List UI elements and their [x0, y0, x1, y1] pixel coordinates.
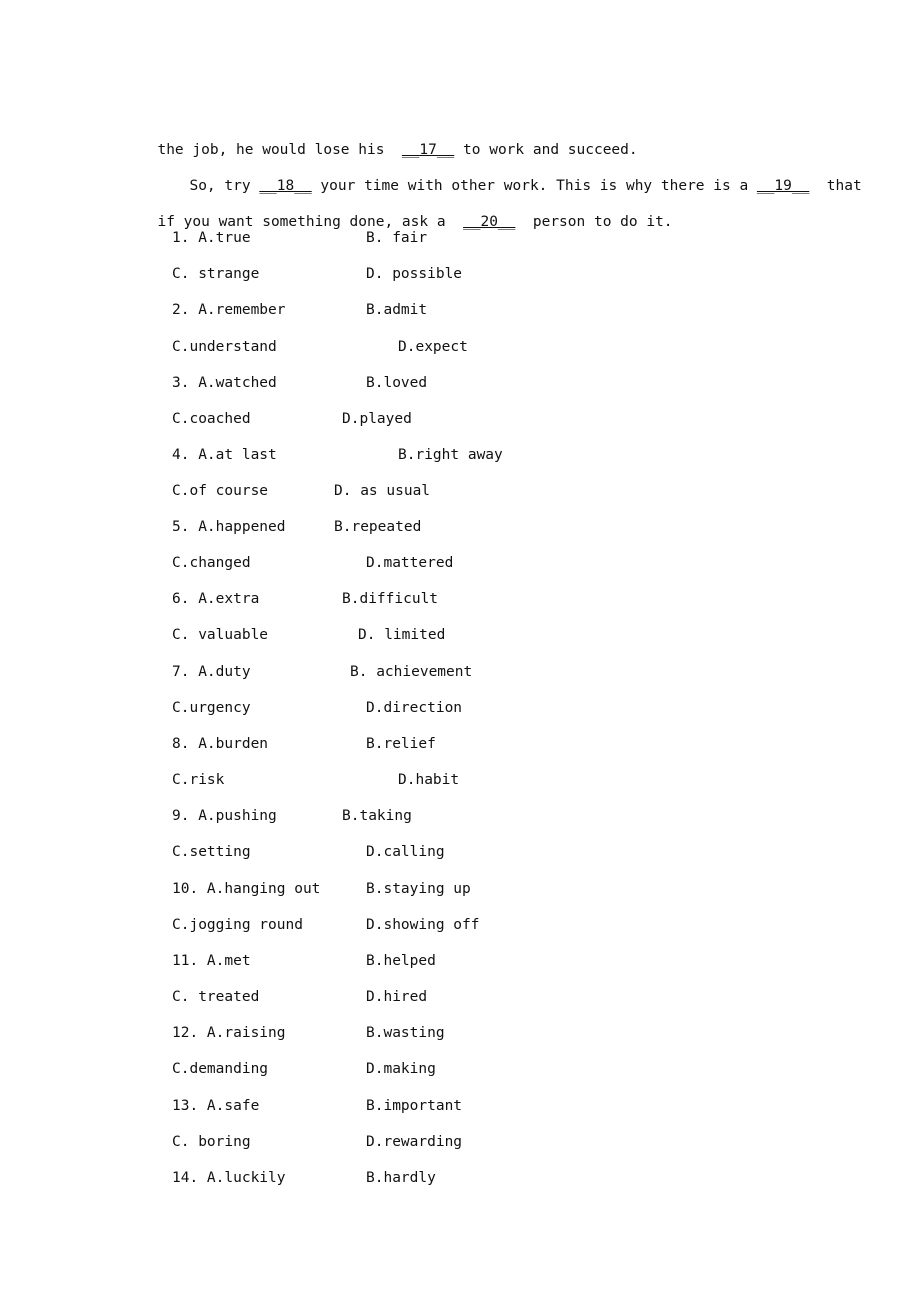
option-d: D.rewarding: [366, 1134, 463, 1150]
option-c: C.changed: [172, 555, 251, 571]
option-c: C.setting: [172, 844, 251, 860]
option-c: C.risk: [172, 772, 225, 788]
option-a: 4. A.at last: [172, 447, 277, 463]
option-d: D.habit: [398, 772, 460, 788]
option-b: B.taking: [342, 808, 412, 824]
option-b: B.loved: [366, 375, 428, 391]
blank-19: __19__: [756, 178, 810, 194]
blank-18: __18__: [259, 178, 312, 194]
passage-text: if you want something done, ask a: [157, 214, 464, 230]
option-c: C.coached: [172, 411, 251, 427]
option-d: D.making: [366, 1061, 436, 1077]
option-b: B.admit: [366, 302, 428, 318]
option-d: D.showing off: [366, 917, 480, 933]
option-a: 6. A.extra: [172, 591, 260, 607]
option-d: D. possible: [366, 266, 463, 282]
passage-text: your time with other work. This is why there is a: [311, 178, 757, 194]
option-b: B.helped: [366, 953, 436, 969]
option-c: C. boring: [172, 1134, 251, 1150]
passage-text: person to do it.: [515, 214, 673, 230]
blank-17: __17__: [401, 142, 455, 158]
option-a: 7. A.duty: [172, 664, 251, 680]
passage-line-2: [172, 156, 862, 196]
option-a: 12. A.raising: [172, 1025, 286, 1041]
option-c: C.urgency: [172, 700, 251, 716]
passage-text: the job, he would lose his: [157, 142, 402, 158]
option-c: C. valuable: [172, 627, 269, 643]
option-b: B.repeated: [334, 519, 422, 535]
option-b: B.difficult: [342, 591, 439, 607]
option-a: 10. A.hanging out: [172, 881, 321, 897]
option-a: 13. A.safe: [172, 1098, 260, 1114]
option-a: 9. A.pushing: [172, 808, 277, 824]
option-b: B.relief: [366, 736, 436, 752]
option-a: 5. A.happened: [172, 519, 286, 535]
option-b: B.hardly: [366, 1170, 436, 1186]
option-c: C.jogging round: [172, 917, 303, 933]
option-b: B.staying up: [366, 881, 471, 897]
passage-text: to work and succeed.: [454, 142, 638, 158]
option-b: B. achievement: [350, 664, 473, 680]
passage-text: that: [809, 178, 862, 194]
option-a: 1. A.true: [172, 230, 251, 246]
option-a: 3. A.watched: [172, 375, 277, 391]
option-d: D. as usual: [334, 483, 431, 499]
option-b: B.right away: [398, 447, 503, 463]
option-c: C. strange: [172, 266, 260, 282]
option-d: D. limited: [358, 627, 446, 643]
option-c: C.understand: [172, 339, 277, 355]
option-d: D.hired: [366, 989, 428, 1005]
option-d: D.calling: [366, 844, 445, 860]
option-c: C.demanding: [172, 1061, 269, 1077]
blank-20: __20__: [463, 214, 516, 230]
option-a: 11. A.met: [172, 953, 251, 969]
option-b: B. fair: [366, 230, 428, 246]
option-b: B.important: [366, 1098, 463, 1114]
option-a: 2. A.remember: [172, 302, 286, 318]
option-c: C. treated: [172, 989, 260, 1005]
passage-line-3: [140, 192, 673, 232]
option-d: D.played: [342, 411, 412, 427]
option-a: 8. A.burden: [172, 736, 269, 752]
option-d: D.expect: [398, 339, 468, 355]
passage-line-1: [140, 120, 638, 160]
passage-text: So, try: [189, 178, 260, 194]
option-b: B.wasting: [366, 1025, 445, 1041]
option-d: D.direction: [366, 700, 463, 716]
option-c: C.of course: [172, 483, 269, 499]
option-a: 14. A.luckily: [172, 1170, 286, 1186]
option-d: D.mattered: [366, 555, 454, 571]
